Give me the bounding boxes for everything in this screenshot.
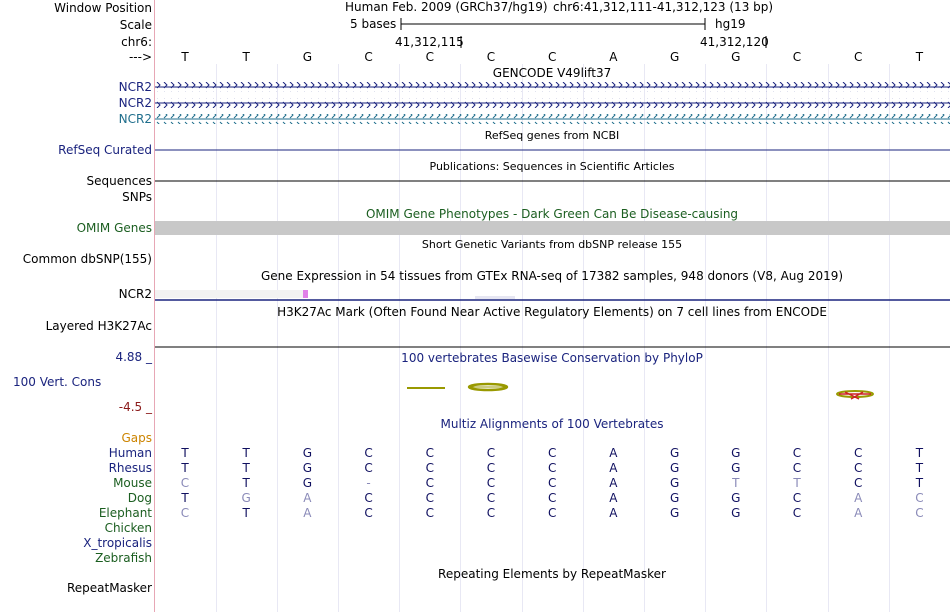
alignment-base: C	[915, 506, 924, 520]
alignment-base: T	[915, 461, 924, 475]
species-label[interactable]: Mouse	[113, 476, 152, 490]
alignment-base: C	[425, 491, 434, 505]
alignment-base: G	[731, 461, 741, 475]
gencode-transcript-3	[155, 114, 950, 124]
h3k27ac-baseline	[155, 346, 950, 350]
alignment-base: C	[486, 461, 496, 475]
gtex-bar-faint	[155, 290, 305, 298]
alignment-base: A	[609, 506, 618, 520]
assembly-title: Human Feb. 2009 (GRCh37/hg19)	[345, 0, 548, 14]
gencode-gene-label-1[interactable]: NCR2	[118, 80, 152, 94]
alignment-base: G	[241, 491, 251, 505]
alignment-base: T	[181, 461, 189, 475]
alignment-base: C	[425, 506, 434, 520]
alignment-base: A	[609, 461, 618, 475]
repeatmasker-track-title: Repeating Elements by RepeatMasker	[438, 567, 666, 581]
reference-base: C	[486, 50, 496, 64]
gencode-transcript-2	[155, 98, 950, 108]
alignment-base: C	[547, 506, 557, 520]
refseq-curated-label[interactable]: RefSeq Curated	[58, 143, 152, 157]
reference-base: C	[853, 50, 863, 64]
publications-sequence-line[interactable]	[155, 180, 950, 184]
scale-label: Scale	[119, 18, 152, 32]
strand-arrow-label: --->	[128, 50, 152, 64]
alignment-base: C	[364, 446, 373, 460]
alignment-base: A	[854, 491, 863, 505]
alignment-base: C	[486, 506, 496, 520]
species-label[interactable]: X_tropicalis	[83, 536, 152, 550]
alignment-base: T	[242, 446, 250, 460]
alignment-base: G	[302, 446, 313, 460]
region-position: chr6:41,312,111-41,312,123 (13 bp)	[553, 0, 774, 14]
alignment-base: T	[181, 491, 189, 505]
species-label[interactable]: Zebrafish	[95, 551, 152, 565]
alignment-base: T	[732, 476, 740, 490]
track-area[interactable]	[155, 0, 950, 612]
alignment-base: C	[547, 461, 557, 475]
reference-base: C	[425, 50, 434, 64]
alignment-base: A	[609, 476, 618, 490]
gencode-gene-label-2[interactable]: NCR2	[118, 96, 152, 110]
species-label[interactable]: Chicken	[104, 521, 152, 535]
alignment-base: A	[609, 491, 618, 505]
gtex-expression-bars[interactable]	[155, 288, 950, 302]
alignment-base: C	[486, 491, 496, 505]
conservation-max-label: 4.88 _	[115, 350, 152, 364]
reference-base: T	[242, 50, 250, 64]
track-label-column	[0, 0, 154, 612]
alignment-base: C	[425, 476, 434, 490]
alignment-base: C	[915, 491, 924, 505]
gencode-track-title: GENCODE V49lift37	[492, 66, 612, 80]
alignment-base: C	[547, 491, 557, 505]
alignment-base: C	[364, 506, 373, 520]
alignment-base: G	[302, 461, 313, 475]
alignment-base: C	[180, 476, 190, 490]
alignment-base: C	[180, 506, 190, 520]
reference-base: G	[669, 50, 680, 64]
omim-gene-bar[interactable]	[155, 221, 950, 235]
alignment-base: G	[669, 476, 680, 490]
alignment-base: C	[364, 461, 373, 475]
reference-base: C	[364, 50, 373, 64]
alignment-base: T	[242, 476, 250, 490]
alignment-base: C	[792, 446, 802, 460]
alignment-base: C	[486, 476, 496, 490]
phylop-conservation-plot[interactable]	[155, 370, 950, 410]
gencode-gene-label-3[interactable]: NCR2	[118, 112, 152, 126]
alignment-base: T	[181, 446, 189, 460]
alignment-base: C	[792, 491, 802, 505]
alignment-base: G	[669, 461, 680, 475]
chromosome-label: chr6:	[121, 35, 152, 49]
alignment-base: C	[853, 461, 863, 475]
alignment-base: T	[242, 506, 250, 520]
alignment-base: A	[303, 506, 312, 520]
alignment-base: G	[669, 491, 680, 505]
common-dbsnp-label[interactable]: Common dbSNP(155)	[22, 252, 152, 266]
publications-track-title: Publications: Sequences in Scientific Articles	[429, 160, 675, 173]
alignment-base: -	[366, 476, 371, 490]
alignment-base: A	[609, 446, 618, 460]
alignment-base: T	[242, 461, 250, 475]
refseq-gene-line[interactable]	[155, 149, 950, 153]
reference-base: G	[302, 50, 313, 64]
reference-base: C	[547, 50, 557, 64]
alignment-base: T	[915, 446, 924, 460]
conservation-track-label[interactable]: 100 Vert. Cons	[13, 375, 102, 389]
omim-genes-label[interactable]: OMIM Genes	[76, 221, 152, 235]
snps-label[interactable]: SNPs	[122, 190, 152, 204]
alignment-base: C	[853, 446, 863, 460]
repeatmasker-label[interactable]: RepeatMasker	[66, 581, 152, 595]
alignment-base: C	[364, 491, 373, 505]
gtex-gene-label[interactable]: NCR2	[118, 287, 152, 301]
reference-base: T	[915, 50, 924, 64]
alignment-base: G	[731, 506, 741, 520]
multiz-track-title: Multiz Alignments of 100 Vertebrates	[440, 417, 664, 431]
alignment-base: C	[792, 506, 802, 520]
species-label[interactable]: Rhesus	[108, 461, 152, 475]
scale-bases-text: 5 bases	[350, 17, 397, 31]
phylop-track-title: 100 vertebrates Basewise Conservation by PhyloP	[401, 351, 703, 365]
gaps-label: Gaps	[121, 431, 152, 445]
sequences-label[interactable]: Sequences	[86, 174, 152, 188]
dbsnp-track-title: Short Genetic Variants from dbSNP release 155	[421, 238, 683, 251]
alignment-base: C	[792, 461, 802, 475]
species-label[interactable]: Elephant	[98, 506, 152, 520]
alignment-base: A	[303, 491, 312, 505]
reference-base: G	[731, 50, 741, 64]
alignment-base: C	[425, 461, 434, 475]
layered-h3k27ac-label[interactable]: Layered H3K27Ac	[45, 319, 152, 333]
gtex-bar-pink	[303, 290, 308, 298]
alignment-base: G	[302, 476, 313, 490]
gtex-track-title: Gene Expression in 54 tissues from GTEx RNA-seq of 17382 samples, 948 donors (V8, Aug 2019)	[260, 269, 844, 283]
species-label[interactable]: Human	[108, 446, 152, 460]
reference-base: T	[181, 50, 189, 64]
species-label[interactable]: Dog	[127, 491, 152, 505]
alignment-base: C	[486, 446, 496, 460]
alignment-base: C	[853, 476, 863, 490]
alignment-base: T	[915, 476, 924, 490]
h3k27ac-track-title: H3K27Ac Mark (Often Found Near Active Regulatory Elements) on 7 cell lines from ENCODE	[277, 305, 827, 319]
position-label-2: 41,312,120	[700, 35, 769, 49]
conservation-min-label: -4.5 _	[118, 400, 152, 414]
position-label-1: 41,312,115	[395, 35, 464, 49]
scale-db-text: hg19	[715, 17, 746, 31]
window-position-label: Window Position	[54, 1, 152, 15]
alignment-base: C	[547, 446, 557, 460]
gtex-bar-faint-2	[475, 296, 515, 299]
alignment-base: G	[731, 446, 741, 460]
alignment-base: A	[854, 506, 863, 520]
omim-track-title: OMIM Gene Phenotypes - Dark Green Can Be Disease-causing	[365, 207, 739, 221]
alignment-base: G	[669, 446, 680, 460]
reference-base: A	[609, 50, 618, 64]
alignment-base: C	[547, 476, 557, 490]
reference-base: C	[792, 50, 802, 64]
alignment-base: G	[731, 491, 741, 505]
gencode-transcript-1	[155, 82, 950, 92]
alignment-base: T	[793, 476, 801, 490]
gencode-transcripts[interactable]	[155, 80, 950, 128]
refseq-track-title: RefSeq genes from NCBI	[484, 129, 620, 142]
alignment-base: C	[425, 446, 434, 460]
alignment-base: G	[669, 506, 680, 520]
